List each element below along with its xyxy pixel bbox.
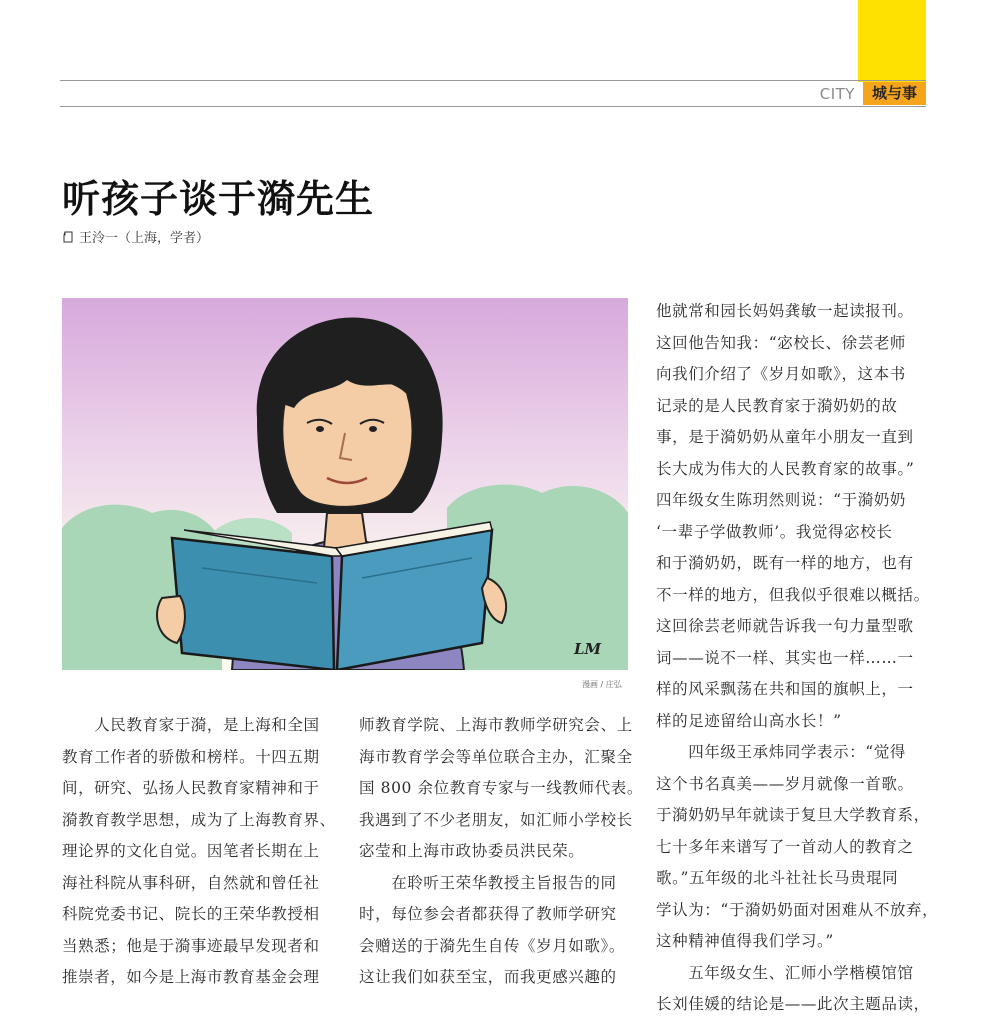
text-line: 在聆听王荣华教授主旨报告的同 [359,873,617,892]
text-line: 国 800 余位教育专家与一线教师代表。 [359,779,643,797]
text-line: 这个书名真美——岁月就像一首歌。 [656,774,914,793]
text-line: 五年级女生、汇师小学楷模馆馆 [656,963,914,982]
text-line: 推崇者，如今是上海市教育基金会理 [62,968,320,986]
text-line: 教育工作者的骄傲和榜样。十四五期 [62,747,320,766]
text-line: 于漪奶奶早年就读于复旦大学教育系， [656,806,930,824]
article-title: 听孩子谈于漪先生 [62,176,375,221]
cartoon-illustration [62,298,628,670]
article-column-2 [359,710,643,994]
text-line: 科院党委书记、院长的王荣华教授相 [62,905,320,923]
byline [62,227,209,246]
text-line: 我遇到了不少老朋友，如汇师小学校长 [359,810,633,829]
text-line: 人民教育家于漪，是上海和全国 [62,716,320,734]
text-line: ‘一辈子学做教师’。我觉得宓校长 [656,522,893,541]
text-line: 他就常和园长妈妈龚敏一起读报刊。 [656,302,914,320]
text-line: 七十多年来谱写了一首动人的教育之 [656,837,914,856]
text-line: 向我们介绍了《岁月如歌》，这本书 [656,365,906,383]
article-column-3 [656,296,939,1021]
text-line: 间，研究、弘扬人民教育家精神和于 [62,779,320,797]
city-label: CITY [819,84,855,103]
header-rule-top [60,80,926,81]
yellow-corner-tab [858,0,926,82]
image-caption: 漫画 / 庄弘 [582,680,622,689]
text-line: 歌。”五年级的北斗社社长马贵琨同 [656,869,899,887]
text-line: 当熟悉；他是于漪事迹最早发现者和 [62,936,320,955]
text-line: 事，是于漪奶奶从童年小朋友一直到 [656,428,914,446]
text-line: 样的足迹留给山高水长！” [656,711,842,730]
illustration-signature: LM [574,640,602,658]
text-line: 四年级女生陈玥然则说：“于漪奶奶 [656,491,907,509]
text-line: 长大成为伟大的人民教育家的故事。” [656,459,915,478]
section-label: 城与事 [863,82,926,105]
text-line: 海社科院从事科研，自然就和曾任社 [62,873,320,892]
section-header [820,82,926,105]
text-line: 理论界的文化自觉。因笔者长期在上 [62,842,320,860]
article-column-1 [62,710,338,994]
text-line: 样的风采飘荡在共和国的旗帜上，一 [656,680,914,698]
text-line: 不一样的地方，但我似乎很难以概括。 [656,585,930,604]
header-rule-bottom [60,106,926,107]
text-line: 这让我们如获至宝，而我更感兴趣的 [359,968,617,986]
text-line: 长刘佳媛的结论是——此次主题品读， [656,995,930,1013]
text-line: 这种精神值得我们学习。” [656,932,834,950]
text-line: 学认为：“于漪奶奶面对困难从不放弃， [656,900,939,919]
text-line: 时，每位参会者都获得了教师学研究 [359,905,617,923]
text-line: 这回徐芸老师就告诉我一句力量型歌 [656,617,914,635]
text-line: 这回他告知我：“宓校长、徐芸老师 [656,333,907,352]
pen-icon [62,231,74,243]
text-line: 师教育学院、上海市教师学研究会、上 [359,716,633,734]
text-line: 词——说不一样、其实也一样……一 [656,648,914,667]
text-line: 海市教育学会等单位联合主办，汇聚全 [359,747,633,766]
text-line: 记录的是人民教育家于漪奶奶的故 [656,396,898,415]
text-line: 宓莹和上海市政协委员洪民荣。 [359,842,585,860]
byline-author: 王泠一（上海，学者） [79,231,210,246]
text-line: 会赠送的于漪先生自传《岁月如歌》。 [359,936,625,955]
text-line: 和于漪奶奶，既有一样的地方，也有 [656,554,914,572]
text-line: 四年级王承炜同学表示：“觉得 [656,743,907,761]
text-line: 漪教育教学思想，成为了上海教育界、 [62,810,336,829]
